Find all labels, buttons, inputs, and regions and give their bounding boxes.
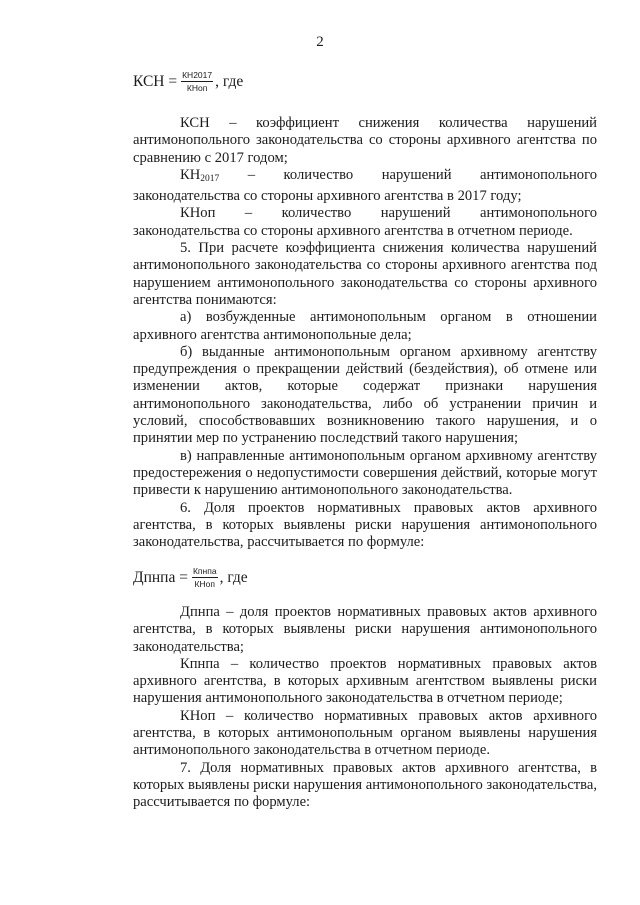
fraction-denominator: КНоп xyxy=(186,83,208,93)
formula-tail: , где xyxy=(215,72,244,90)
fraction-numerator: КН2017 xyxy=(182,70,213,80)
definition-knop-2: КНоп – количество нормативных правовых актов архивного агентства, в которых антимонопольным органом выявлены нарушения антимонопольного законодательства в отчетном периоде. xyxy=(133,707,597,759)
item-5-v: в) направленные антимонопольным органом архивному агентству предостережения о недопустимости совершения действий, которые могут привести к нарушению антимонопольного законодательства. xyxy=(133,447,597,499)
item-5-a: а) возбужденные антимонопольным органом в отношении архивного агентства антимонопольные дела; xyxy=(133,309,597,343)
item-6-intro: 6. Доля проектов нормативных правовых актов архивного агентства, в которых выявлены риски нарушения антимонопольного законодательства, рассчитывается по формуле: xyxy=(133,499,597,551)
fraction-denominator: КНоп xyxy=(194,579,215,589)
item-5-b: б) выданные антимонопольным органом архивному агентству предупреждения о прекращении действий (бездействия), об отмене или изменении актов, которые содержат признаки нарушения антимонопольного законодательства, либо об устранении причин и условий, способствовавших возникновению такого нарушения, и о принятии мер по устранению последствий такого нарушения; xyxy=(133,343,597,447)
dpnpa-formula xyxy=(133,566,248,589)
definitions-block-1 xyxy=(133,115,597,551)
formula-tail: , где xyxy=(219,568,248,586)
definition-knop: КНоп – количество нарушений антимонопольного законодательства со стороны архивного агентства в отчетном периоде. xyxy=(133,205,597,239)
kn2017-text: – количество нарушений антимонопольного законодательства со стороны архивного агентства в 2017 году; xyxy=(133,166,597,205)
item-7-intro: 7. Доля нормативных правовых актов архивного агентства, в которых выявлены риски нарушения антимонопольного законодательства, рассчитывается по формуле: xyxy=(133,759,597,811)
formula-fraction xyxy=(181,70,213,93)
ksn-formula xyxy=(133,70,243,93)
fraction-numerator: Кпнпа xyxy=(192,566,217,576)
definition-kpnpa: Кпнпа – количество проектов нормативных правовых актов архивного агентства, в которых архивным агентством выявлены риски нарушения антимонопольного законодательства в отчетном периоде; xyxy=(133,655,597,707)
kn2017-symbol: КН xyxy=(180,166,201,183)
definition-dpnpa: Дпнпа – доля проектов нормативных правовых актов архивного агентства, в которых выявлены риски нарушения антимонопольного законодательства; xyxy=(133,604,597,655)
item-5-intro: 5. При расчете коэффициента снижения количества нарушений антимонопольного законодательства со стороны архивного агентства под нарушением антимонопольного законодательства со стороны архивного агентства понимаются: xyxy=(133,240,597,308)
page-number: 2 xyxy=(316,34,324,50)
definition-ksn: КСН – коэффициент снижения количества нарушений антимонопольного законодательства со стороны архивного агентства по сравнению с 2017 годом; xyxy=(133,115,597,166)
formula-lhs: КСН = xyxy=(133,72,178,90)
formula-lhs: Дпнпа = xyxy=(133,568,188,586)
definition-kn2017 xyxy=(133,167,597,206)
definitions-block-2 xyxy=(133,604,597,812)
formula-fraction xyxy=(192,566,218,589)
kn2017-subscript: 2017 xyxy=(200,173,220,184)
